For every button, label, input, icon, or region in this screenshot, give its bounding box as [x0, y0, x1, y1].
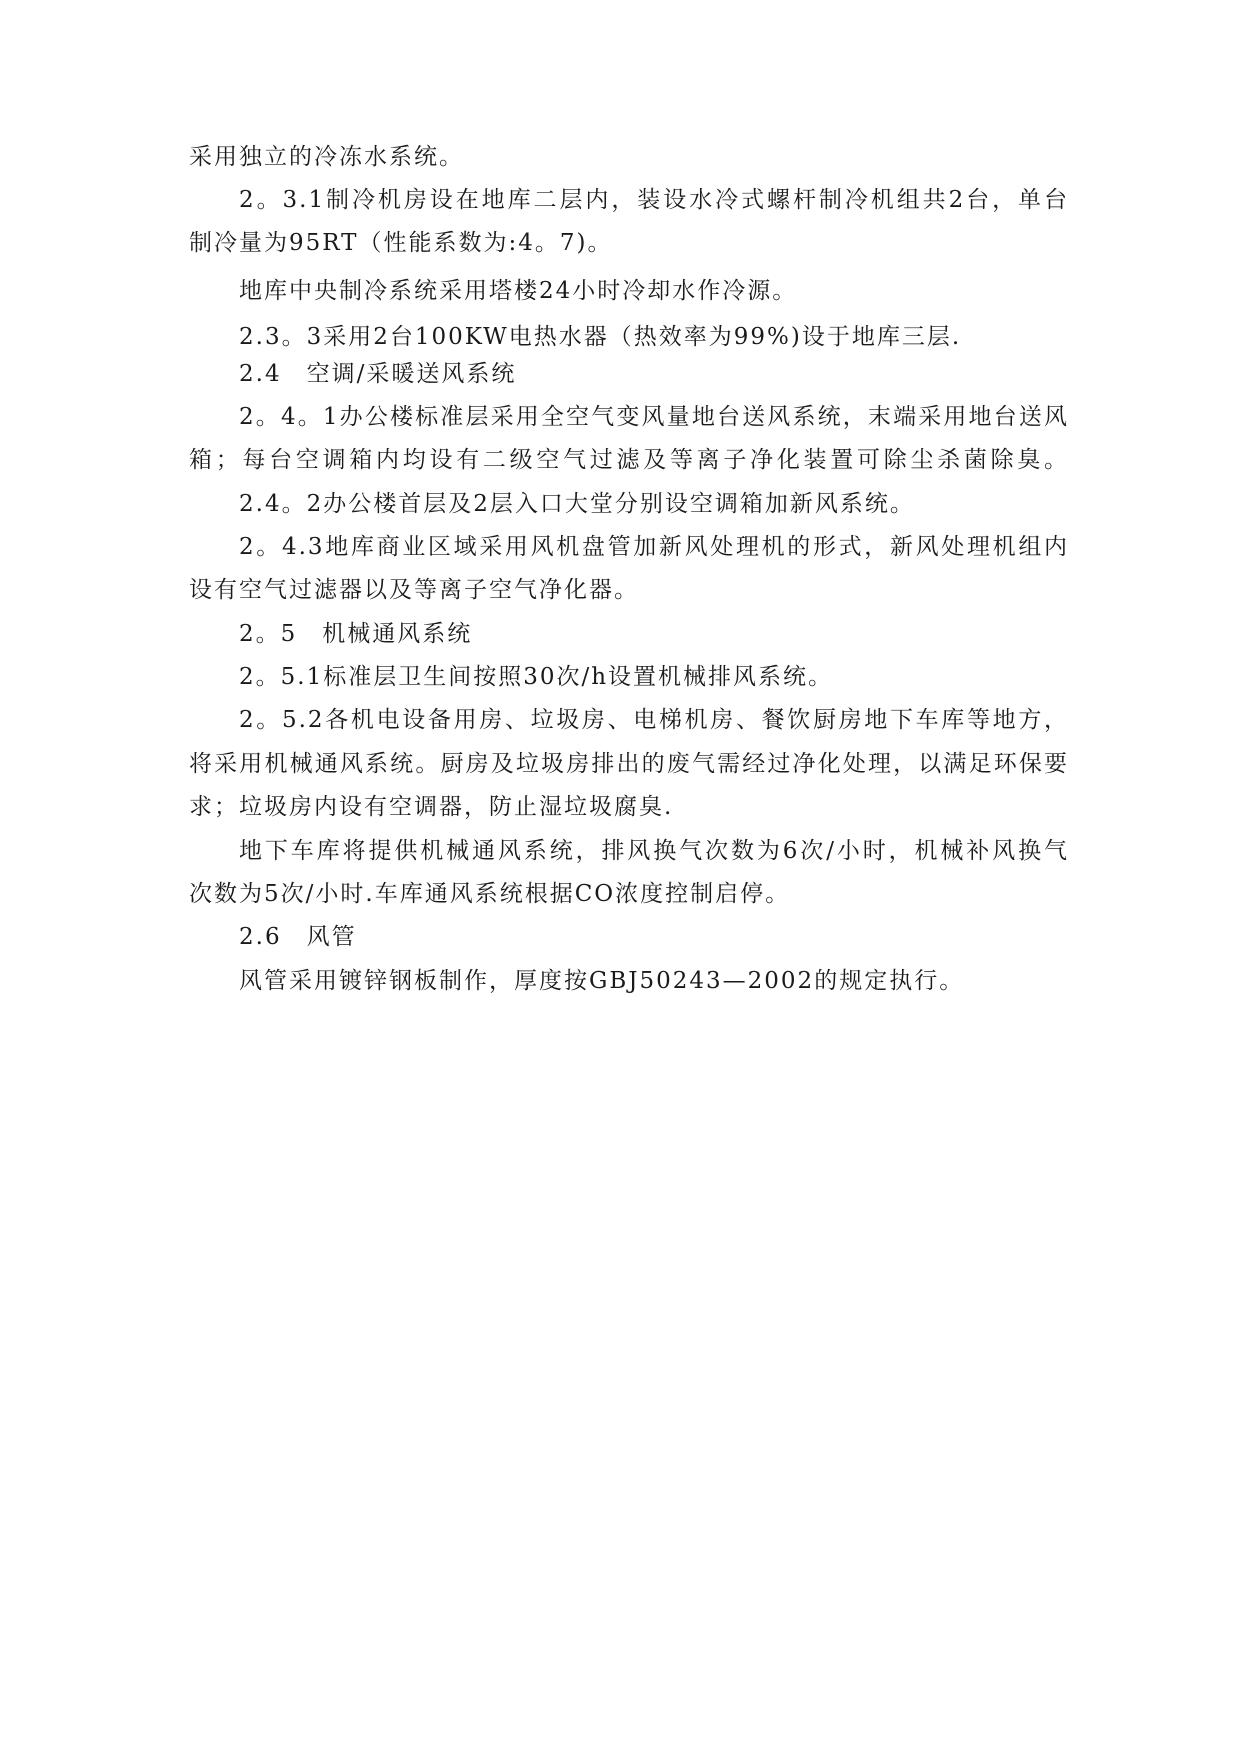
- text-line: 2.3。3采用2台100KW电热水器（热效率为99%)设于地库三层.: [239, 324, 962, 350]
- section-heading: 2。5 机械通风系统: [239, 621, 473, 647]
- text-line: 将采用机械通风系统。厨房及垃圾房排出的废气需经过净化处理，以满足环保要: [189, 751, 1069, 777]
- text-line: 设有空气过滤器以及等离子空气净化器。: [189, 577, 639, 603]
- text-line: 风管采用镀锌钢板制作，厚度按GBJ50243—2002的规定执行。: [239, 968, 965, 994]
- text-line: 采用独立的冷冻水系统。: [189, 144, 464, 170]
- text-line: 地下车库将提供机械通风系统，排风换气次数为6次/小时，机械补风换气: [239, 838, 1069, 864]
- text-line: 2。4。1办公楼标准层采用全空气变风量地台送风系统，末端采用地台送风: [239, 404, 1069, 430]
- text-line: 2。3.1制冷机房设在地库二层内，装设水冷式螺杆制冷机组共2台，单台: [239, 187, 1069, 213]
- text-line: 2。5.2各机电设备用房、垃圾房、电梯机房、餐饮厨房地下车库等地方，: [239, 707, 1069, 733]
- text-line: 箱；每台空调箱内均设有二级空气过滤及等离子净化装置可除尘杀菌除臭。: [189, 447, 1069, 473]
- text-line: 2。4.3地库商业区域采用风机盘管加新风处理机的形式，新风处理机组内: [239, 534, 1069, 560]
- section-heading: 2.4 空调/采暖送风系统: [239, 361, 517, 387]
- text-line: 求；垃圾房内设有空调器，防止湿垃圾腐臭.: [189, 794, 674, 820]
- text-line: 次数为5次/小时.车库通风系统根据CO浓度控制启停。: [189, 881, 791, 907]
- text-line: 2。5.1标准层卫生间按照30次/h设置机械排风系统。: [239, 664, 834, 690]
- text-line: 2.4。2办公楼首层及2层入口大堂分别设空调箱加新风系统。: [239, 491, 915, 517]
- section-heading: 2.6 风管: [239, 924, 357, 950]
- text-line: 制冷量为95RT（性能系数为:4。7)。: [189, 230, 613, 256]
- text-line: 地库中央制冷系统采用塔楼24小时冷却水作冷源。: [239, 278, 798, 304]
